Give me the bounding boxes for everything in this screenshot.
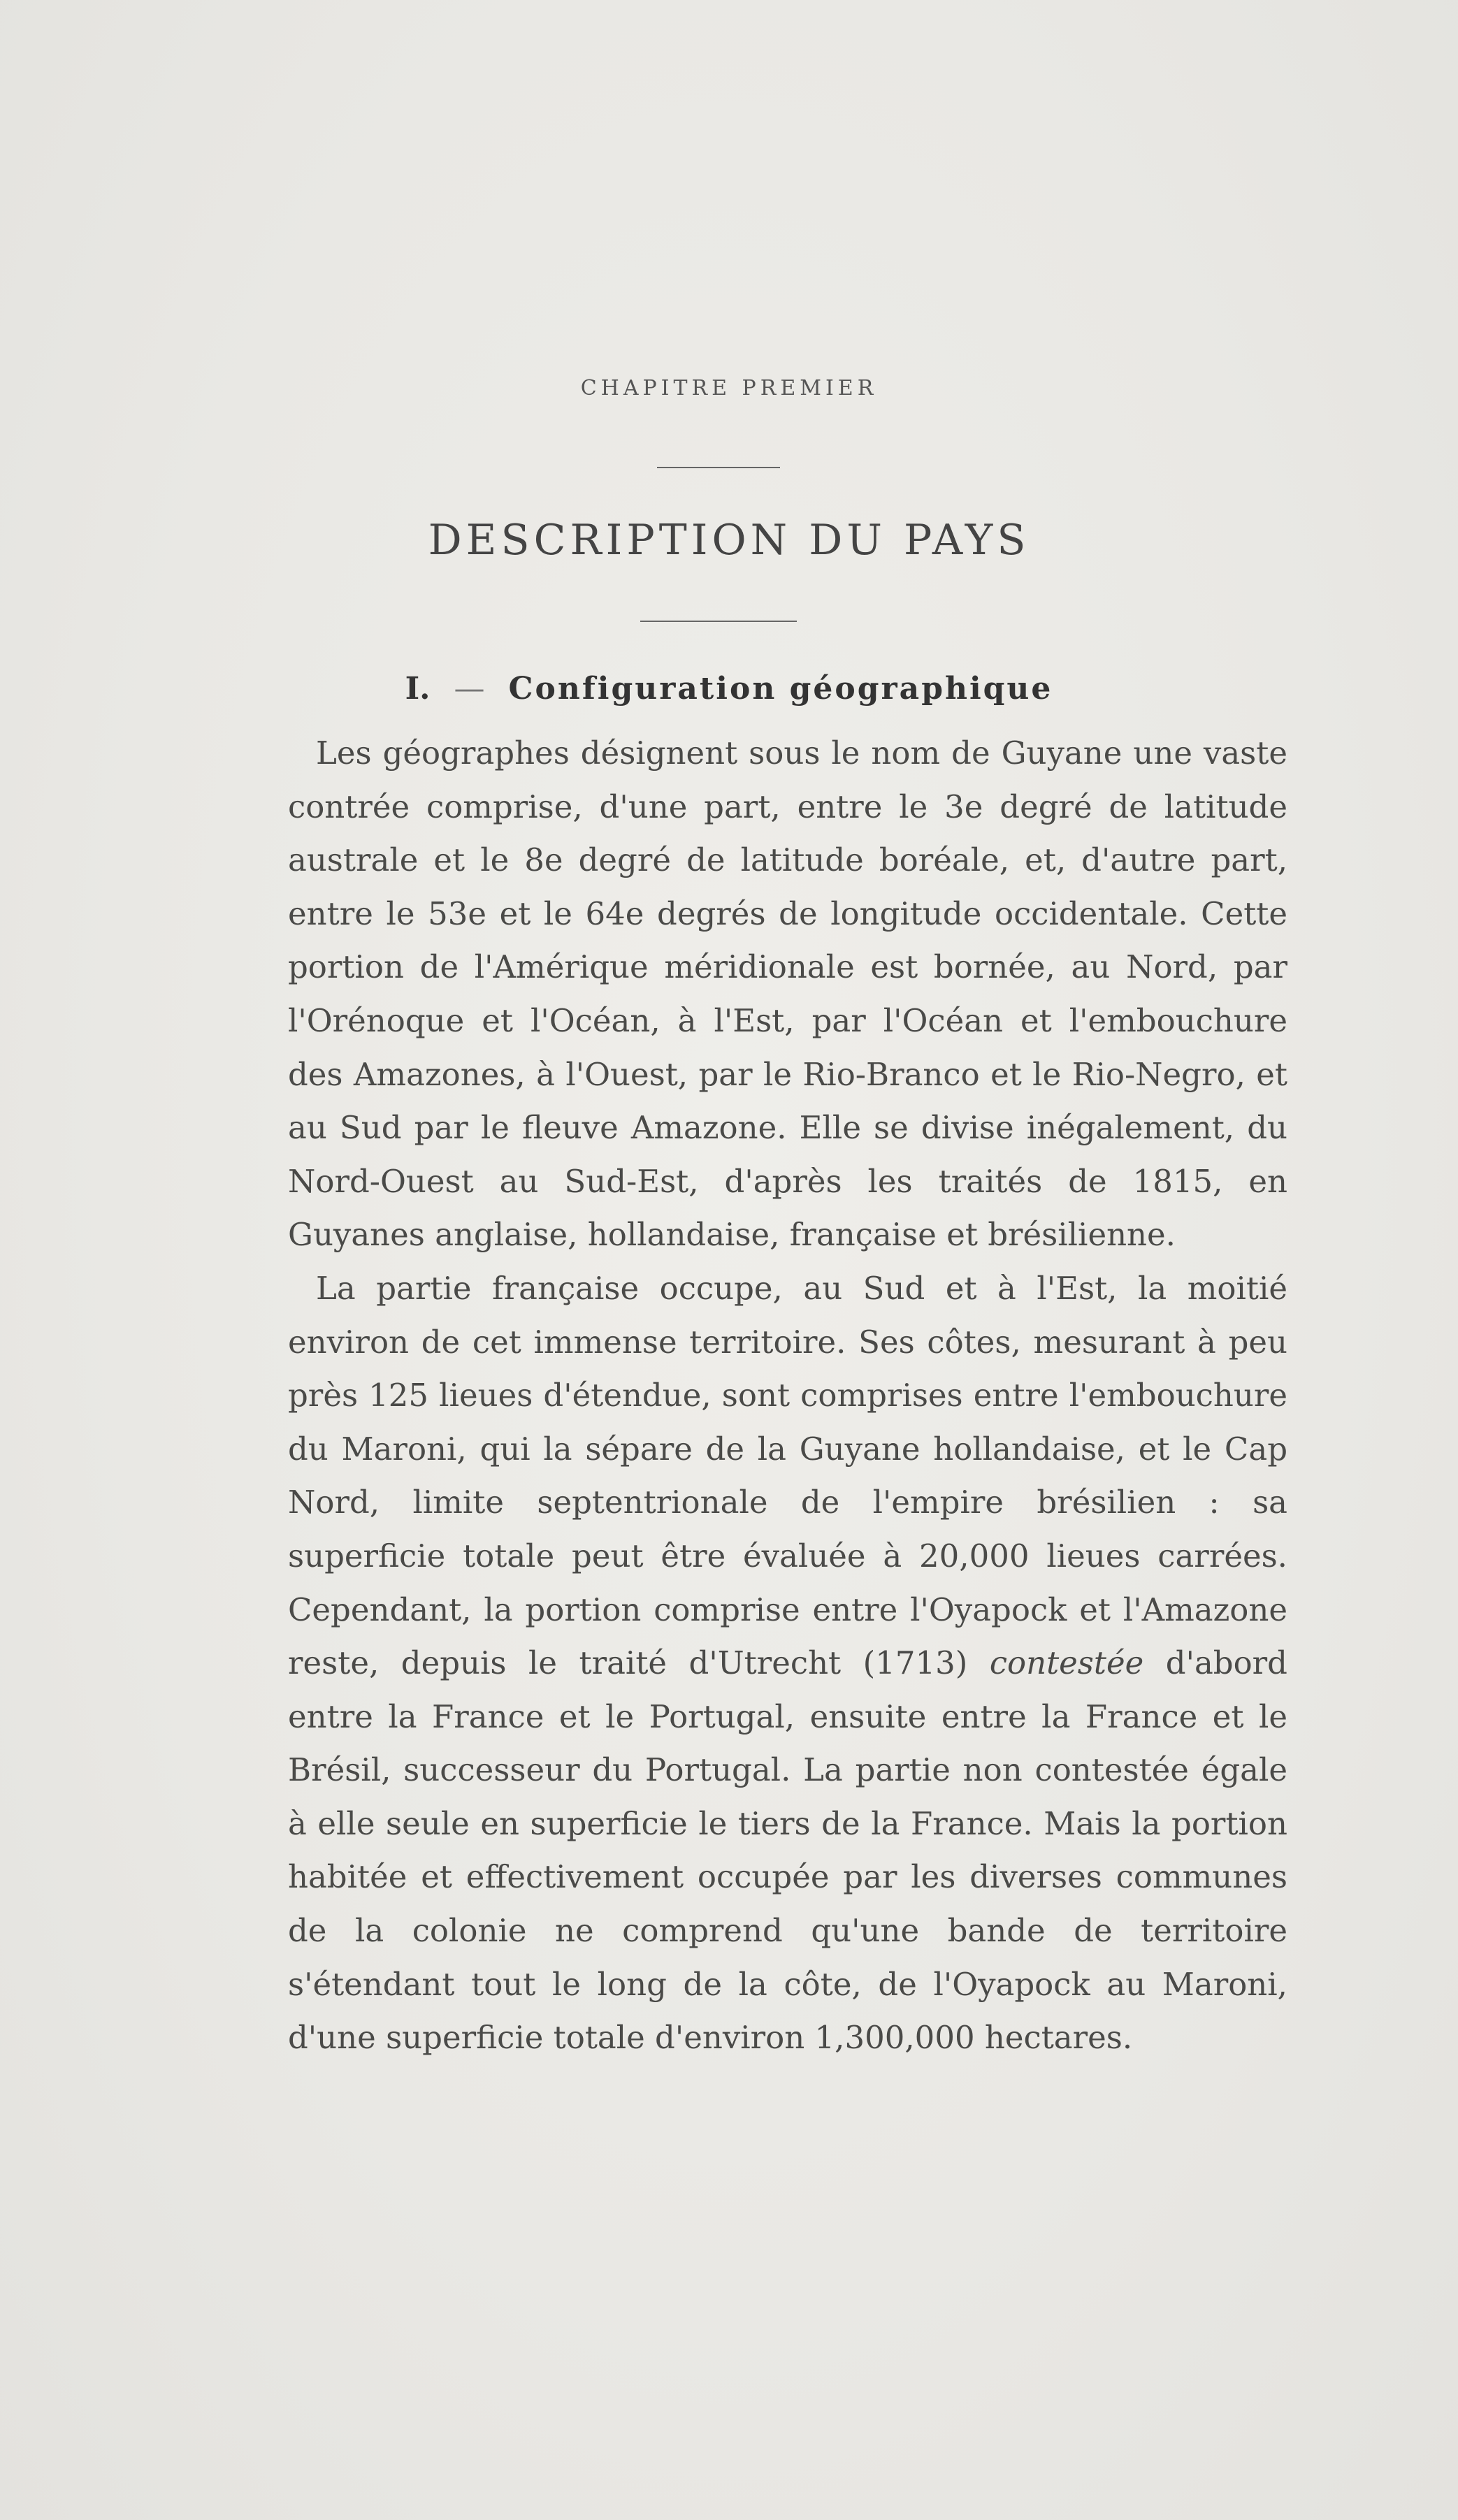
section-number: I. <box>405 671 431 707</box>
paragraph-1: Les géographes désignent sous le nom de Guyane une vaste contrée comprise, d'une part, entre le 3e degré de latitude australe et le 8e degré de latitude boréale, et, d'autre part, entre le 53e et le 64e degrés de longitude occidentale. Cette portion de l'Amérique méridionale est bornée, au Nord, par l'Orénoque et l'Océan, à l'Est, par l'Océan et l'embouchure des Amazones, à l'Ouest, par le Rio-Branco et le Rio-Negro, et au Sud par le fleuve Amazone. Elle se divise inégalement, du Nord-Ouest au Sud-Est, d'après les traités de 1815, en Guyanes anglaise, hollandaise, française et brésilienne. <box>288 734 1287 1254</box>
section-heading <box>0 671 1458 707</box>
chapter-label: CHAPITRE PREMIER <box>580 376 878 400</box>
section-title: Configuration géographique <box>508 671 1053 707</box>
chapter-title: DESCRIPTION DU PAYS <box>428 516 1030 565</box>
paragraph-2-emphasis: contestée <box>989 1644 1144 1682</box>
paragraph-2-part-2: d'abord entre la France et le Portugal, ensuite entre la France et le Brésil, successeur du Portugal. La partie non contestée égale à elle seule en superficie le tiers de la France. Mais la portion habitée et effectivement occupée par les diverses communes de la colonie ne comprend qu'une bande de territoire s'étendant tout le long de la côte, de l'Oyapock au Maroni, d'une superficie totale d'environ 1,300,000 hectares. <box>288 1644 1287 2057</box>
title-rule-top <box>657 467 780 468</box>
title-rule-bottom <box>640 621 797 622</box>
paragraph-2-part-1: La partie française occupe, au Sud et à l'Est, la moitié environ de cet immense territoire. Ses côtes, mesurant à peu près 125 lieues d'étendue, sont comprises entre l'embouchure du Maroni, qui la sépare de la Guyane hollandaise, et le Cap Nord, limite septentrionale de l'empire brésilien : sa superficie totale peut être évaluée à 20,000 lieues carrées. Cependant, la portion comprise entre l'Oyapock et l'Amazone reste, depuis le traité d'Utrecht (1713) <box>288 1269 1287 1682</box>
body-text <box>288 727 1287 2065</box>
section-dash: — <box>454 671 485 707</box>
paragraph-2 <box>288 1262 1287 2065</box>
